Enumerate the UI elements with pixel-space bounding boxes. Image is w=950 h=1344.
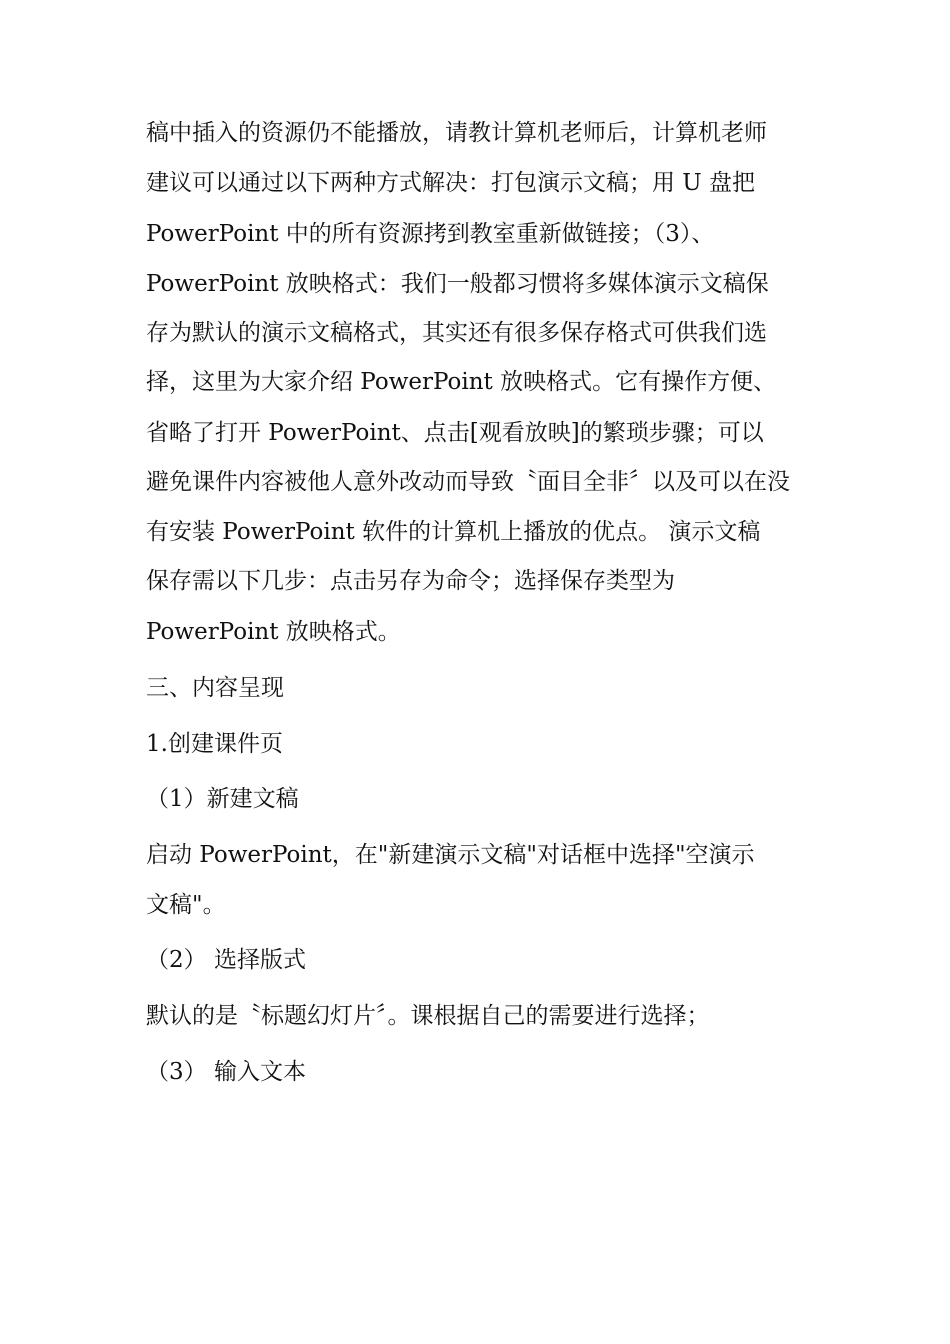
paragraph-line: 存为默认的演示文稿格式，其实还有很多保存格式可供我们选 — [146, 320, 767, 346]
section-heading: 三、内容呈现 — [146, 675, 284, 701]
subsection-heading: 1.创建课件页 — [146, 731, 283, 757]
paragraph-line: 保存需以下几步：点击另存为命令；选择保存类型为 — [146, 568, 675, 594]
paragraph-line: PowerPoint 放映格式：我们一般都习惯将多媒体演示文稿保 — [146, 271, 769, 297]
step2-text: 默认的是〝标题幻灯片〞。课根据自己的需要进行选择； — [146, 1003, 710, 1029]
paragraph-line: 有安装 PowerPoint 软件的计算机上播放的优点。 演示文稿 — [146, 519, 761, 545]
paragraph-line: PowerPoint 放映格式。 — [146, 619, 401, 645]
step1-heading: （1）新建文稿 — [146, 786, 299, 812]
paragraph-line: 建议可以通过以下两种方式解决：打包演示文稿；用 U 盘把 — [146, 170, 756, 196]
paragraph-line: 择，这里为大家介绍 PowerPoint 放映格式。它有操作方便、 — [146, 369, 777, 395]
step1-text-line: 启动 PowerPoint，在"新建演示文稿"对话框中选择"空演示 — [146, 842, 755, 868]
paragraph-line: 省略了打开 PowerPoint、点击[观看放映]的繁琐步骤；可以 — [146, 420, 764, 446]
paragraph-line: 避免课件内容被他人意外改动而导致〝面目全非〞以及可以在没 — [146, 469, 790, 495]
paragraph-line: 稿中插入的资源仍不能播放，请教计算机老师后，计算机老师 — [146, 120, 767, 146]
step1-text-line: 文稿"。 — [146, 892, 226, 918]
step3-heading: （3） 输入文本 — [146, 1059, 306, 1085]
step2-heading: （2） 选择版式 — [146, 947, 306, 973]
paragraph-line: PowerPoint 中的所有资源拷到教室重新做链接；（3）、 — [146, 221, 715, 247]
